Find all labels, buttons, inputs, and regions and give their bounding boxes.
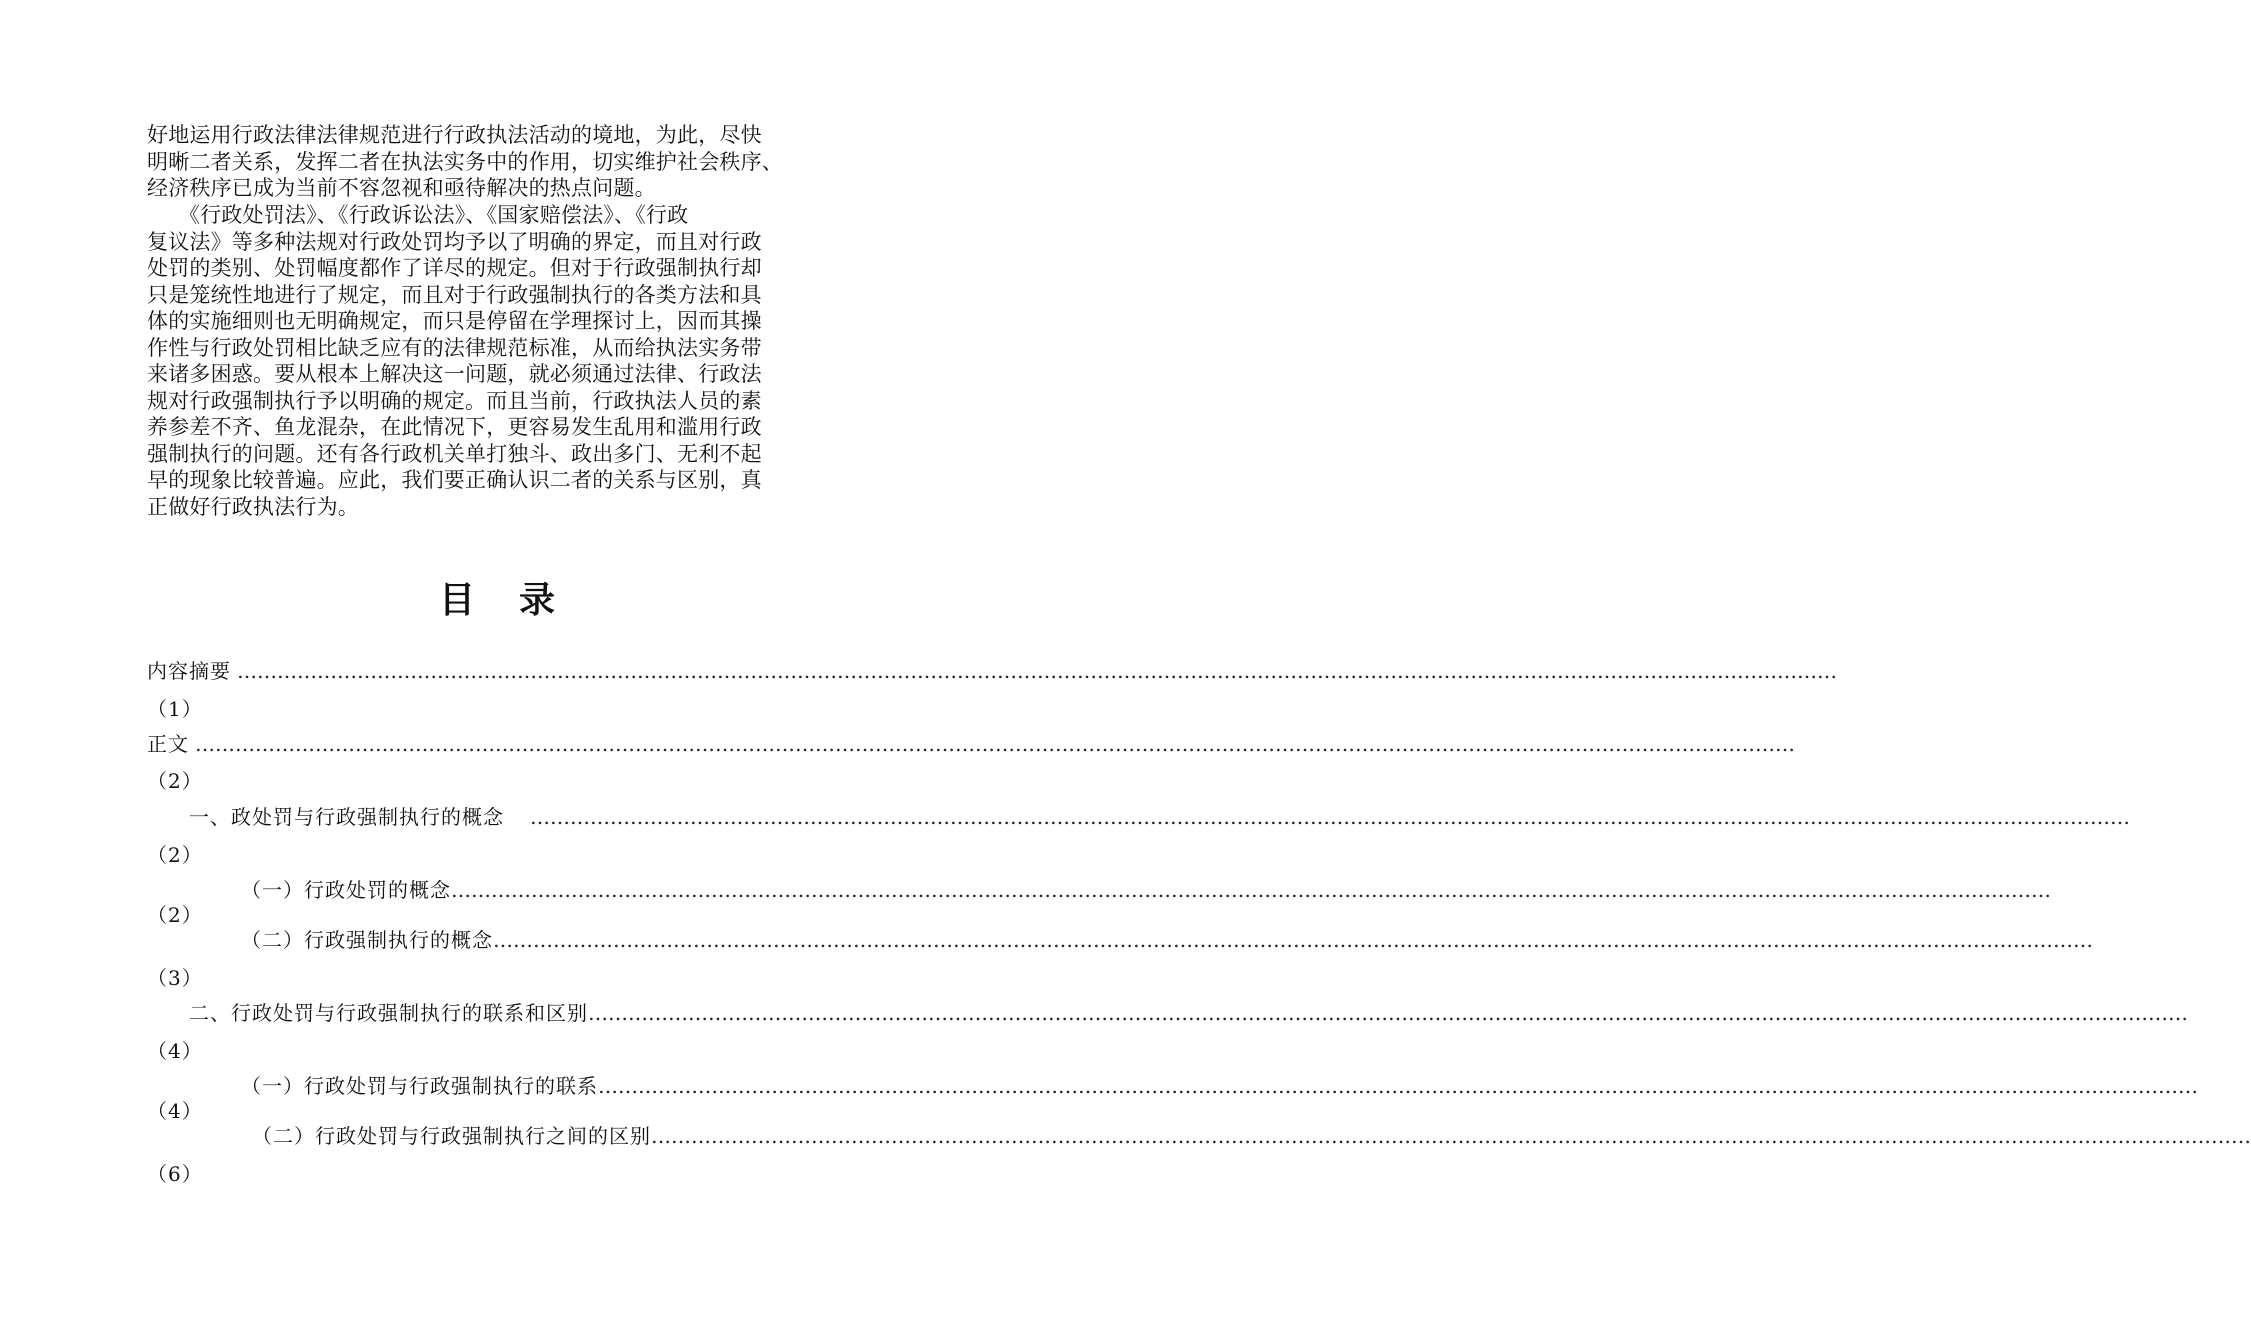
text-line: 正做好行政执法行为。 (147, 494, 359, 519)
toc-entry-section-1-2[interactable] (241, 926, 2093, 954)
toc-entry-main-text[interactable] (147, 730, 1795, 758)
text-line: 作性与行政处罚相比缺乏应有的法律规范标准，从而给执法实务带 (147, 335, 762, 360)
text-line: 来诸多困惑。要从根本上解决这一问题，就必须通过法律、行政法 (147, 362, 762, 386)
text-line: 经济秩序已成为当前不容忽视和亟待解决的热点问题。 (147, 176, 656, 200)
toc-page-number: （2） (147, 843, 203, 867)
toc-page-number: （3） (147, 966, 203, 990)
text-line: 复议法》等多种法规对行政处罚均予以了明确的界定，而且对行政 (147, 229, 762, 254)
toc-entry-section-2-1[interactable] (241, 1072, 2198, 1100)
toc-page-number: （4） (147, 1039, 203, 1063)
toc-page-number: （6） (147, 1162, 203, 1186)
text-line: 体的实施细则也无明确规定，而只是停留在学理探讨上，因而其操 (147, 309, 762, 333)
toc-title: 目录 (438, 580, 599, 621)
text-line: 只是笼统性地进行了规定，而且对于行政强制执行的各类方法和具 (147, 282, 762, 307)
body-paragraph-1 (147, 122, 807, 202)
body-paragraph-2 (147, 202, 807, 520)
toc-leader-dots: …………………………………………………………………………………………………………………………………………………………………………………………………………………… (237, 659, 1837, 683)
toc-page-number: （4） (147, 1099, 203, 1123)
text-line: 强制执行的问题。还有各行政机关单打独斗、政出多门、无利不起 (147, 441, 762, 466)
text-line: 《行政处罚法》、《行政诉讼法》、《国家赔偿法》、《行政 (147, 203, 689, 227)
toc-entry-section-2[interactable] (189, 999, 2188, 1027)
toc-page-number: （2） (147, 903, 203, 927)
text-line: 规对行政强制执行予以明确的规定。而且当前，行政执法人员的素 (147, 388, 762, 413)
toc-page-number: （1） (147, 697, 203, 721)
toc-page-number: （2） (147, 769, 203, 793)
toc-entry-label: 内容摘要 (147, 659, 231, 683)
toc-leader-dots: …………………………………………………………………………………………………………………………………………………………………………………………………………………… (195, 732, 1795, 756)
toc-leader-dots: …………………………………………………………………………………………………………………………………………………………………………………………………………………… (598, 1074, 2198, 1098)
text-line: 养参差不齐、鱼龙混杂，在此情况下，更容易发生乱用和滥用行政 (147, 415, 762, 439)
text-line: 早的现象比较普遍。应此，我们要正确认识二者的关系与区别，真 (147, 468, 762, 492)
text-line: 明晰二者关系，发挥二者在执法实务中的作用，切实维护社会秩序、 (147, 149, 783, 174)
toc-entry-label: （二）行政强制执行的概念 (241, 928, 493, 952)
toc-leader-dots: …………………………………………………………………………………………………………………………………………………………………………………………………………………… (493, 928, 2093, 952)
toc-entry-label: 正文 (147, 732, 189, 756)
toc-entry-label: 一、政处罚与行政强制执行的概念 (189, 805, 504, 829)
toc-leader-dots: …………………………………………………………………………………………………………………………………………………………………………………………………………………… (530, 805, 2130, 829)
toc-leader-dots: …………………………………………………………………………………………………………………………………………………………………………………………………………………… (588, 1001, 2188, 1025)
toc-entry-section-1-1[interactable] (241, 876, 2051, 904)
toc-entry-label: （一）行政处罚与行政强制执行的联系 (241, 1074, 598, 1098)
toc-entry-section-2-2[interactable] (252, 1122, 2251, 1150)
text-line: 好地运用行政法律法律规范进行行政执法活动的境地，为此，尽快 (147, 123, 762, 147)
toc-entry-label: （一）行政处罚的概念 (241, 878, 451, 902)
toc-leader-dots: …………………………………………………………………………………………………………………………………………………………………………………………………………………… (651, 1124, 2251, 1148)
toc-leader-dots: …………………………………………………………………………………………………………………………………………………………………………………………………………………… (451, 878, 2051, 902)
toc-entry-section-1[interactable] (189, 803, 2130, 831)
toc-entry-label: （二）行政处罚与行政强制执行之间的区别 (252, 1124, 651, 1148)
toc-entry-label: 二、行政处罚与行政强制执行的联系和区别 (189, 1001, 588, 1025)
text-line: 处罚的类别、处罚幅度都作了详尽的规定。但对于行政强制执行却 (147, 256, 762, 280)
toc-entry-abstract[interactable] (147, 657, 1837, 685)
